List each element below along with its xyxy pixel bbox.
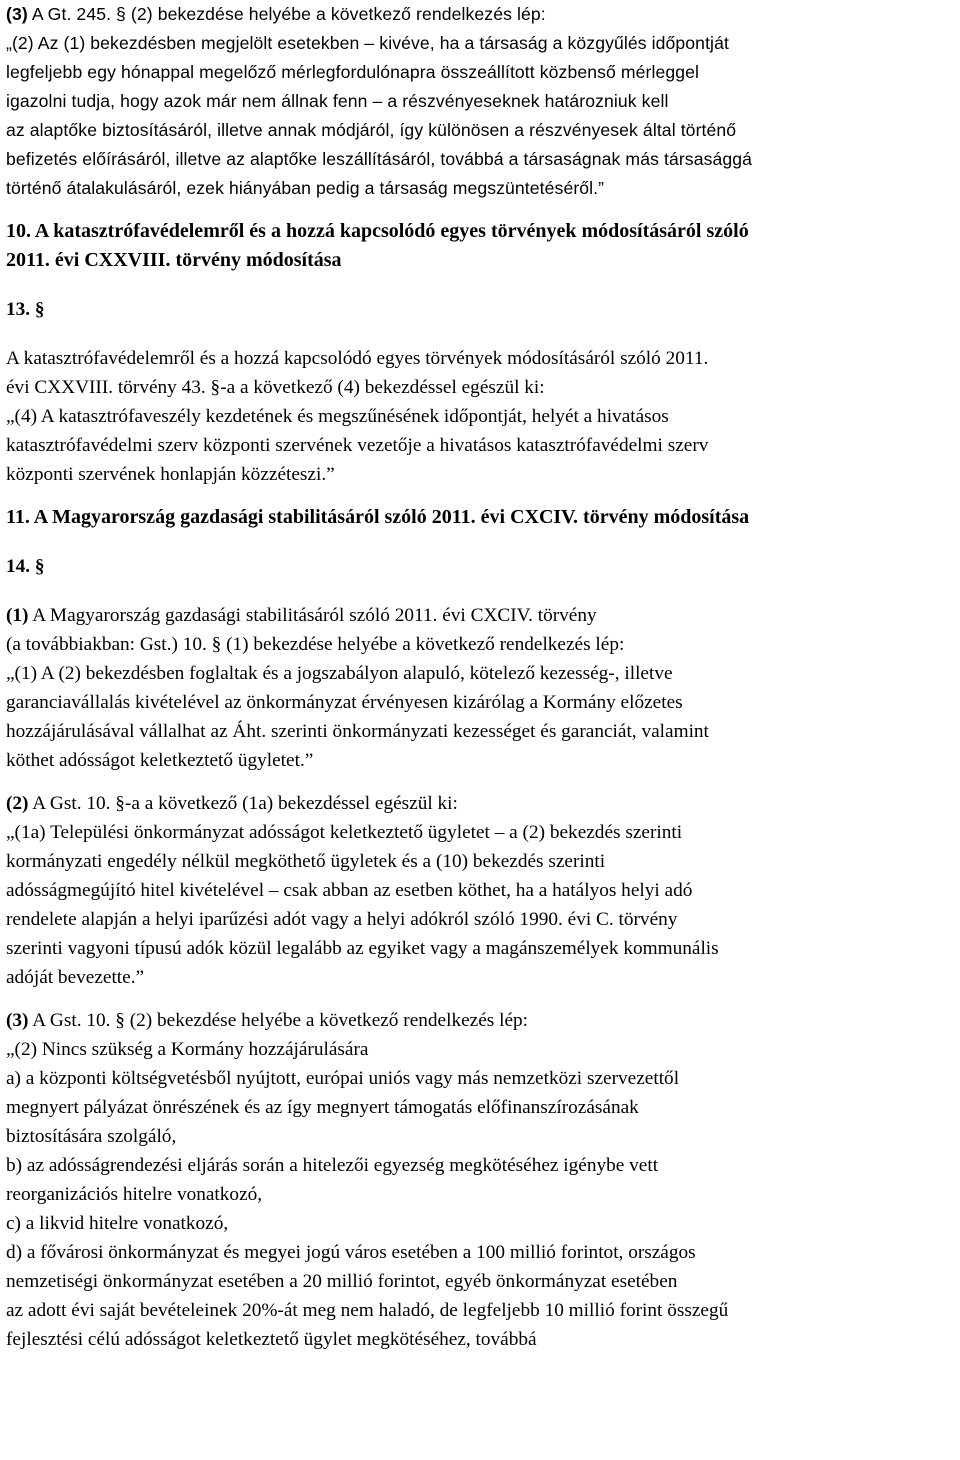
subsection-number: (1) — [6, 605, 29, 626]
text-line: „(4) A katasztrófaveszély kezdetének és megszűnésének időpontját, helyét a hivatásos — [6, 406, 669, 427]
paragraph-number: (3) — [6, 4, 28, 24]
text-line: rendelete alapján a helyi iparűzési adót vagy a helyi adókról szóló 1990. évi C. törvény — [6, 909, 678, 930]
text-line: „(1a) Települési önkormányzat adósságot keletkeztető ügyletet – a (2) bekezdés szerinti — [6, 822, 683, 843]
text-line: a) a központi költségvetésből nyújtott, európai uniós vagy más nemzetközi szervezettől — [6, 1068, 680, 1089]
subsection-2 — [6, 789, 954, 992]
section-10 — [6, 217, 954, 489]
text-line: hozzájárulásával vállalhat az Áht. szerinti önkormányzati kezességet és garanciát, valamint — [6, 721, 709, 742]
text-line: fejlesztési célú adósságot keletkeztető ügylet megkötéséhez, továbbá — [6, 1329, 537, 1350]
text-line: adósságmegújító hitel kivételével – csak abban az esetben köthet, ha a hatályos helyi adó — [6, 880, 693, 901]
text-line: szerinti vagyoni típusú adók közül legalább az egyiket vagy a magánszemélyek kommunális — [6, 938, 719, 959]
paragraph-number: 14. § — [6, 556, 45, 577]
text-line: igazolni tudja, hogy azok már nem állnak fenn – a részvényeseknek határozniuk kell — [6, 91, 669, 111]
text-line: kormányzati engedély nélkül megköthető ügyletek és a (10) bekezdés szerinti — [6, 851, 606, 872]
text-line: „(2) Az (1) bekezdésben megjelölt esetekben – kivéve, ha a társaság a közgyűlés időpontját — [6, 33, 729, 53]
text-line: központi szervének honlapján közzéteszi.” — [6, 464, 335, 485]
text-line: garanciavállalás kivételével az önkormányzat érvényesen kizárólag a Kormány előzetes — [6, 692, 683, 713]
subsection-intro-text: A Gst. 10. § (2) bekezdése helyébe a következő rendelkezés lép: — [28, 1010, 528, 1031]
amendment-intro-text: A Gt. 245. § (2) bekezdése helyébe a következő rendelkezés lép: — [27, 4, 546, 24]
section-11 — [6, 503, 954, 1354]
subsection-intro-text: A Gst. 10. §-a a következő (1a) bekezdéssel egészül ki: — [28, 793, 458, 814]
text-line: katasztrófavédelmi szerv központi szervének vezetője a hivatásos katasztrófavédelmi szerv — [6, 435, 709, 456]
text-line: (a továbbiakban: Gst.) 10. § (1) bekezdése helyébe a következő rendelkezés lép: — [6, 634, 625, 655]
subsection-3 — [6, 1006, 954, 1354]
text-line: b) az adósságrendezési eljárás során a hitelezői egyezség megkötéséhez igénybe vett — [6, 1155, 659, 1176]
text-line: d) a fővárosi önkormányzat és megyei jogú város esetében a 100 millió forintot, országos — [6, 1242, 696, 1263]
text-line: az alaptőke biztosításáról, illetve annak módjáról, így különösen a részvényesek által történő — [6, 120, 737, 140]
paragraph-number: 13. § — [6, 299, 45, 320]
text-line: megnyert pályázat önrészének és az így megnyert támogatás előfinanszírozásának — [6, 1097, 639, 1118]
text-line: nemzetiségi önkormányzat esetében a 20 millió forintot, egyéb önkormányzat esetében — [6, 1271, 678, 1292]
text-line: évi CXXVIII. törvény 43. §-a a következő (4) bekezdéssel egészül ki: — [6, 377, 545, 398]
text-line: történő átalakulásáról, ezek hiányában pedig a társaság megszüntetéséről.” — [6, 178, 605, 198]
text-line: adóját bevezette.” — [6, 967, 145, 988]
text-line: A katasztrófavédelemről és a hozzá kapcsolódó egyes törvények módosításáról szóló 2011. — [6, 348, 709, 369]
text-line: „(1) A (2) bekezdésben foglaltak és a jogszabályon alapuló, kötelező kezesség-, illetve — [6, 663, 673, 684]
text-line: befizetés előírásáról, illetve az alaptőke leszállításáról, továbbá a társaságnak más társasággá — [6, 149, 753, 169]
text-line: „(2) Nincs szükség a Kormány hozzájárulására — [6, 1039, 369, 1060]
text-line — [6, 601, 954, 630]
amendment-intro-line — [6, 0, 954, 29]
text-line: köthet adósságot keletkeztető ügyletet.” — [6, 750, 314, 771]
section-title: 10. A katasztrófavédelemről és a hozzá kapcsolódó egyes törvények módosításáról szóló — [6, 220, 749, 242]
text-line — [6, 789, 954, 818]
subsection-1 — [6, 601, 954, 775]
subsection-number: (2) — [6, 793, 29, 814]
text-line: az adott évi saját bevételeinek 20%-át meg nem haladó, de legfeljebb 10 millió forint összegű — [6, 1300, 729, 1321]
subsection-intro-text: A Magyarország gazdasági stabilitásáról szóló 2011. évi CXCIV. törvény — [28, 605, 597, 626]
gt-amendment-block — [6, 0, 954, 203]
section-title: 11. A Magyarország gazdasági stabilitásáról szóló 2011. évi CXCIV. törvény módosítása — [6, 506, 750, 528]
text-line: c) a likvid hitelre vonatkozó, — [6, 1213, 229, 1234]
text-line: legfeljebb egy hónappal megelőző mérlegfordulónapra összeállított közbenső mérleggel — [6, 62, 700, 82]
text-line: reorganizációs hitelre vonatkozó, — [6, 1184, 263, 1205]
subsection-number: (3) — [6, 1010, 29, 1031]
text-line: biztosítására szolgáló, — [6, 1126, 177, 1147]
section-title: 2011. évi CXXVIII. törvény módosítása — [6, 249, 342, 271]
text-line — [6, 1006, 954, 1035]
